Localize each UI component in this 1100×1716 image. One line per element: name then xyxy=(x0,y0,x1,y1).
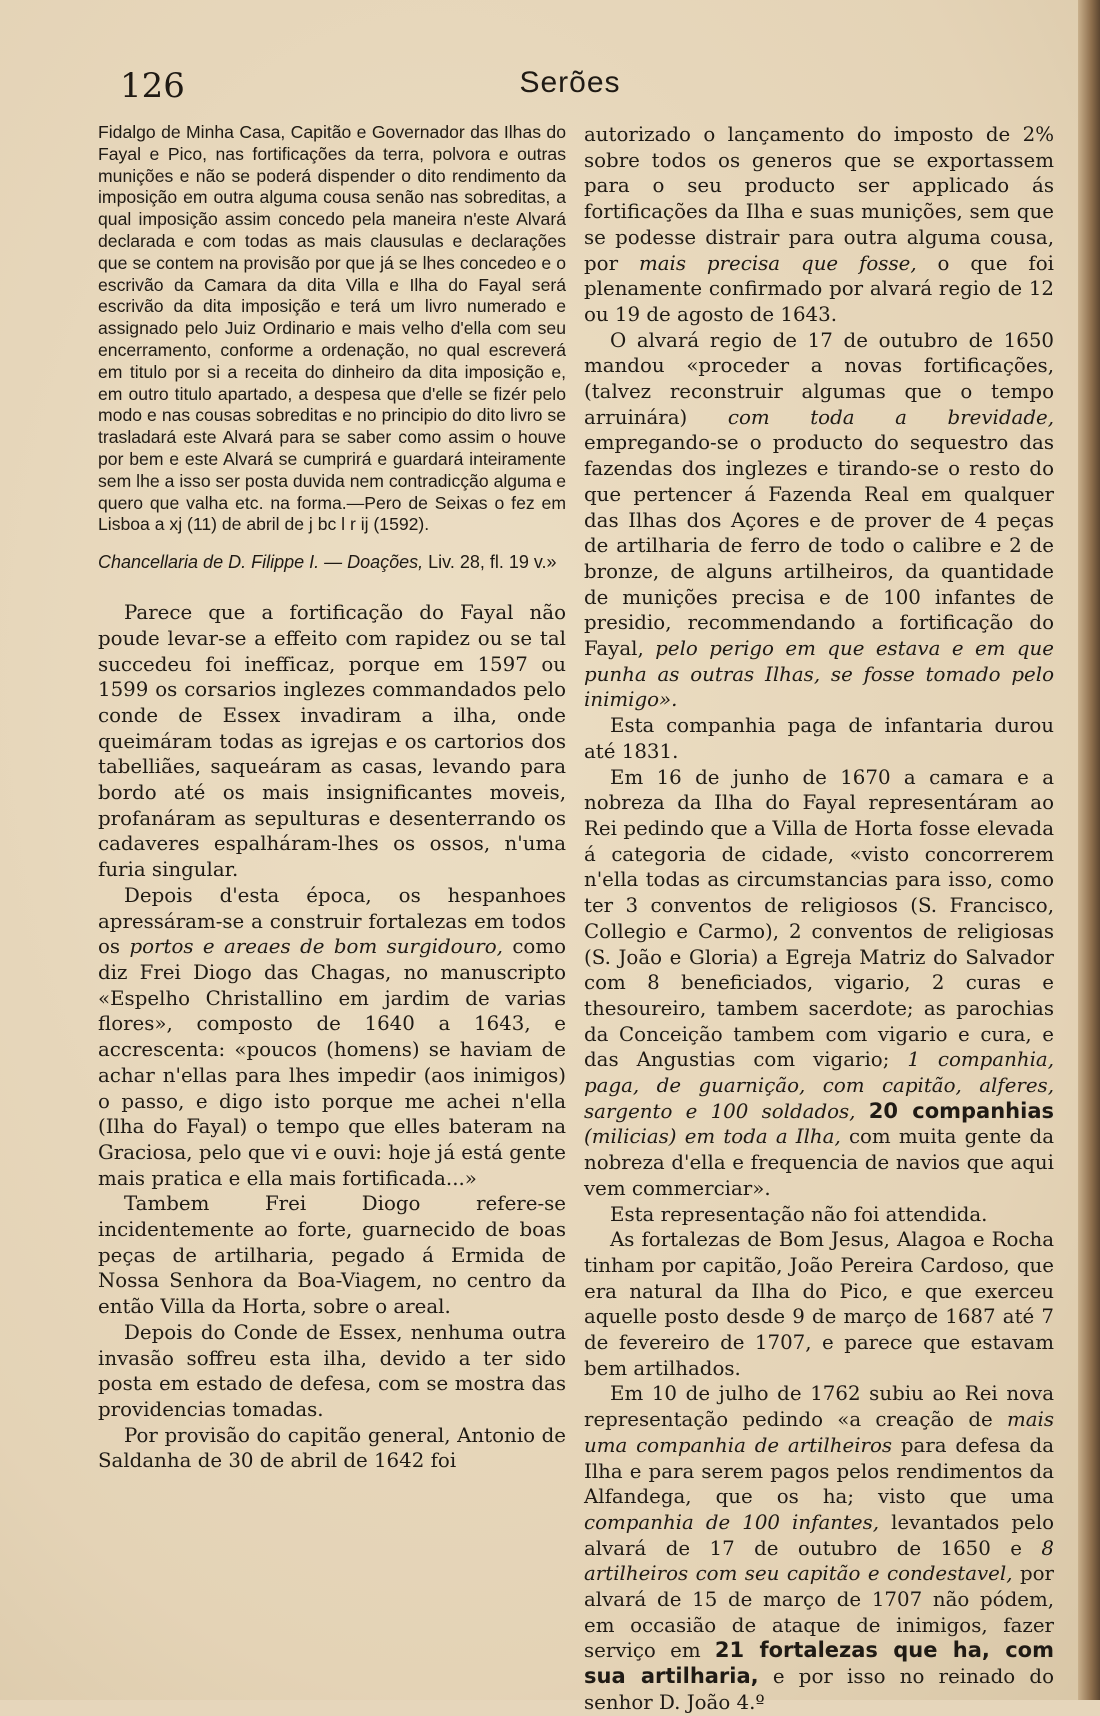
citation-reference: Liv. 28, fl. 19 v.» xyxy=(428,552,557,573)
paragraph: autorizado o lançamento do imposto de 2% sobre todos os generos que se exportassem para o seu producto ser applicado ás fortificações da Ilha e suas munições, sem que se podesse distrair para outra alguma cousa, por mais precisa que fosse, o que foi plenamente confirmado por alvará regio de 12 ou 19 de agosto de 1643. xyxy=(584,123,1054,326)
page-number: 126 xyxy=(120,66,185,106)
paragraph: Parece que a fortificação do Fayal não poude levar-se a effeito com rapidez ou se tal succedeu foi inefficaz, porque em 1597 ou 1599 os corsarios inglezes commandados pelo conde de Essex invadiram a ilha, onde queimáram todas as igrejas e os cartorios dos tabelliães, saqueáram as casas, levando para bordo até os mais insignificantes moveis, profanáram as sepulturas e desenterrando os cadaveres espalháram-lhes os ossos, n'uma furia singular. xyxy=(98,601,566,882)
right-column xyxy=(584,122,1054,1716)
paragraph: Esta companhia paga de infantaria durou até 1831. xyxy=(584,714,1054,763)
page-header xyxy=(90,66,1050,116)
paragraph: As fortalezas de Bom Jesus, Alagoa e Rocha tinham por capitão, João Pereira Cardoso, que era natural da Ilha do Pico, e que exerceu aquelle posto desde 9 de março de 1687 até 7 de fevereiro de 1707, e parece que estavam bem artilhados. xyxy=(584,1228,1054,1380)
citation xyxy=(98,550,566,574)
paragraph: Depois d'esta época, os hespanhoes apressáram-se a construir fortalezas em todos os portos e areaes de bom surgidouro, como diz Frei Diogo das Chagas, no manuscripto «Espelho Christallino em jardim de varias flores», composto de 1640 a 1643, e accrescenta: «poucos (homens) se haviam de achar n'ellas para lhes impedir (aos inimigos) o passo, e digo isto porque me achei n'ella (Ilha do Fayal) o tempo que elles bateram na Graciosa, pelo que vi e ouvi: hoje já está gente mais pratica e ella mais fortificada...» xyxy=(98,883,566,1190)
paragraph: Tambem Frei Diogo refere-se incidentemente ao forte, guarnecido de boas peças de artilharia, pegado á Ermida de Nossa Senhora da Boa-Viagem, no centro da então Villa da Horta, sobre o areal. xyxy=(98,1192,566,1319)
citation-source: Chancellaria de D. Filippe I. — Doações, xyxy=(98,552,424,573)
running-title: Serões xyxy=(519,66,621,99)
decree-text: Fidalgo de Minha Casa, Capitão e Governador das Ilhas do Fayal e Pico, nas fortificações da terra, polvora e outras munições e não se poderá dispender o dito rendimento da imposição em outra alguma cousa senão nas sobreditas, a qual imposição assim concedo pela maneira n'este Alvará declarada e com todas as mais clausulas e declarações que se contem na provisão por que já se lhes concedeo e o escrivão da Camara da dita Villa e Ilha do Fayal será escrivão da dita imposição e terá um livro numerado e assignado pelo Juiz Ordinario e mais velho d'ella com seu encerramento, conforme a ordenação, no qual escreverá em titulo por si a receita do dinheiro da dita imposição e, em outro titulo apartado, a despesa que d'elle se fizér pelo modo e nas cousas sobreditas e no principio do dito livro se trasladará este Alvará para se saber como assim o houve por bem e este Alvará se cumprirá e guardará inteiramente sem lhe a isso ser posta duvida nem contradicção alguma e quero que valha etc. na forma.—Pero de Seixas o fez em Lisboa a xj (11) de abril de j bc l r ij (1592). xyxy=(98,122,566,535)
paragraph: Por provisão do capitão general, Antonio de Saldanha de 30 de abril de 1642 foi xyxy=(98,1423,566,1473)
left-column xyxy=(98,122,566,1474)
paragraph: O alvará regio de 17 de outubro de 1650 mandou «proceder a novas fortificações, (talvez reconstruir algumas que o tempo arruinára) com toda a brevidade, empregando-se o producto do sequestro das fazendas dos inglezes e tirando-se o resto do que pertencer á Fazenda Real em qualquer das Ilhas dos Açores e de prover de 4 peças de artilharia de ferro de todo o calibre e 2 de bronze, de alguns artilheiros, da quantidade de munições precisa e de 100 infantes de presidio, recommendando a fortificação do Fayal, pelo perigo em que estava e em que punha as outras Ilhas, se fosse tomado pelo inimigo». xyxy=(584,328,1054,712)
paragraph: Esta representação não foi attendida. xyxy=(610,1202,988,1226)
page-binding-edge xyxy=(1078,0,1100,1700)
paragraph: Depois do Conde de Essex, nenhuma outra invasão soffreu esta ilha, devido a ter sido posta em estado de defesa, com se mostra das providencias tomadas. xyxy=(98,1320,566,1421)
paragraph: Em 16 de junho de 1670 a camara e a nobreza da Ilha do Fayal representáram ao Rei pedindo que a Villa de Horta fosse elevada á categoria de cidade, «visto concorrerem n'ella todas as circumstancias para isso, como ter 3 conventos de religiosos (S. Francisco, Collegio e Carmo), 2 conventos de religiosas (S. João e Gloria) a Egreja Matriz do Salvador com 8 beneficiados, vigario, 2 curas e thesoureiro, tambem sacerdote; as parochias da Conceição tambem com vigario e cura, e das Angustias com vigario; 1 companhia, paga, de guarnição, com capitão, alferes, sargento e 100 soldados, 20 companhias (milicias) em toda a Ilha, com muita gente da nobreza d'ella e frequencia de navios que aqui vem commerciar». xyxy=(584,765,1054,1200)
paragraph: Em 10 de julho de 1762 subiu ao Rei nova representação pedindo «a creação de mais uma companhia de artilheiros para defesa da Ilha e para serem pagos pelos rendimentos da Alfandega, que os ha; visto que uma companhia de 100 infantes, levantados pelo alvará de 17 de outubro de 1650 e 8 artilheiros com seu capitão e condestavel, por alvará de 15 de março de 1707 não pódem, em occasião de ataque de inimigos, fazer serviço em 21 fortalezas que ha, com sua artilharia, e por isso no reinado do senhor D. João 4.º xyxy=(584,1382,1055,1714)
